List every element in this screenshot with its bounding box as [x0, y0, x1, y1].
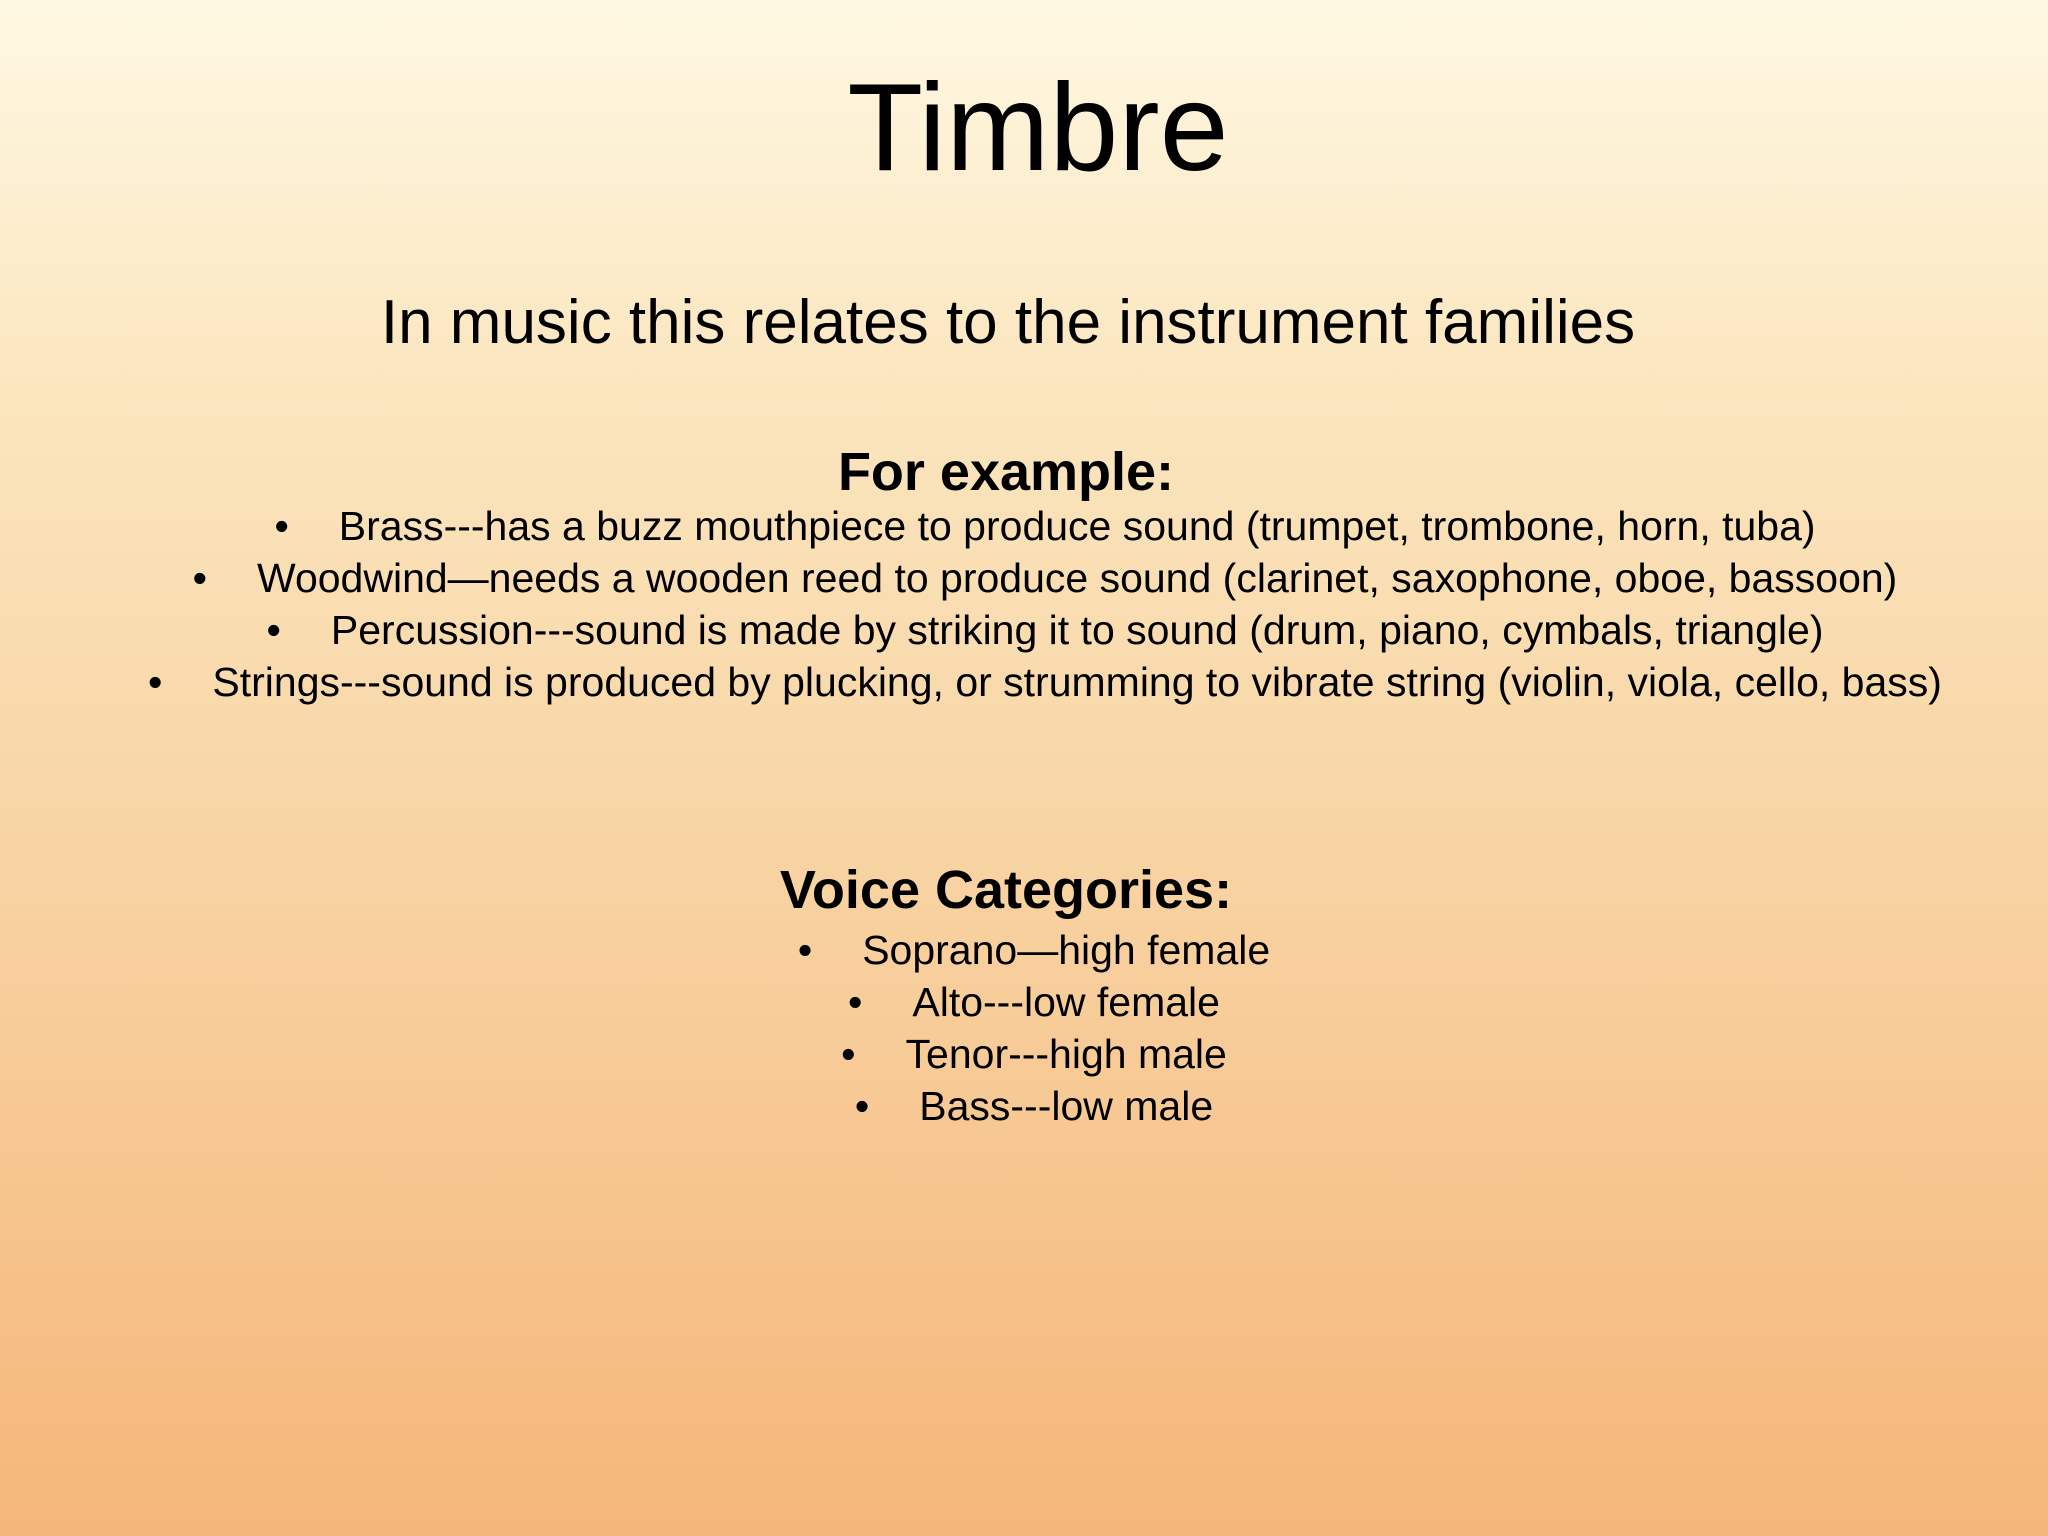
voice-category-text: Soprano—high female — [862, 927, 1271, 973]
bullet-icon: • — [192, 555, 207, 601]
voice-categories-heading: Voice Categories: — [779, 860, 1233, 920]
instrument-family-list — [120, 503, 1970, 714]
voice-category-list — [0, 924, 2048, 1132]
voice-category-text: Tenor---high male — [905, 1031, 1227, 1077]
list-item — [0, 1080, 2048, 1132]
bullet-icon: • — [797, 927, 813, 973]
bullet-icon: • — [274, 503, 289, 549]
list-item — [0, 924, 2048, 976]
examples-heading: For example: — [837, 442, 1175, 502]
slide-subtitle: In music this relates to the instrument families — [380, 288, 1636, 357]
bullet-icon: • — [854, 1083, 870, 1129]
instrument-family-text: Woodwind—needs a wooden reed to produce sound (clarinet, saxophone, oboe, bassoon) — [257, 555, 1898, 601]
bullet-icon: • — [266, 607, 281, 653]
list-item — [120, 607, 1970, 653]
bullet-icon: • — [148, 659, 163, 705]
list-item — [120, 659, 1970, 705]
list-item — [0, 976, 2048, 1028]
list-item — [120, 503, 1970, 549]
instrument-family-text: Percussion---sound is made by striking it to sound (drum, piano, cymbals, triangle) — [330, 607, 1824, 653]
instrument-family-text: Brass---has a buzz mouthpiece to produce sound (trumpet, trombone, horn, tuba) — [338, 503, 1816, 549]
instrument-family-text: Strings---sound is produced by plucking, or strumming to vibrate string (violin, viola, cello, bass) — [212, 659, 1942, 705]
list-item — [0, 1028, 2048, 1080]
bullet-icon: • — [841, 1031, 856, 1077]
slide-title: Timbre — [847, 59, 1229, 197]
bullet-icon: • — [848, 979, 863, 1025]
list-item — [120, 555, 1970, 601]
voice-category-text: Alto---low female — [912, 979, 1220, 1025]
voice-category-text: Bass---low male — [919, 1083, 1214, 1129]
